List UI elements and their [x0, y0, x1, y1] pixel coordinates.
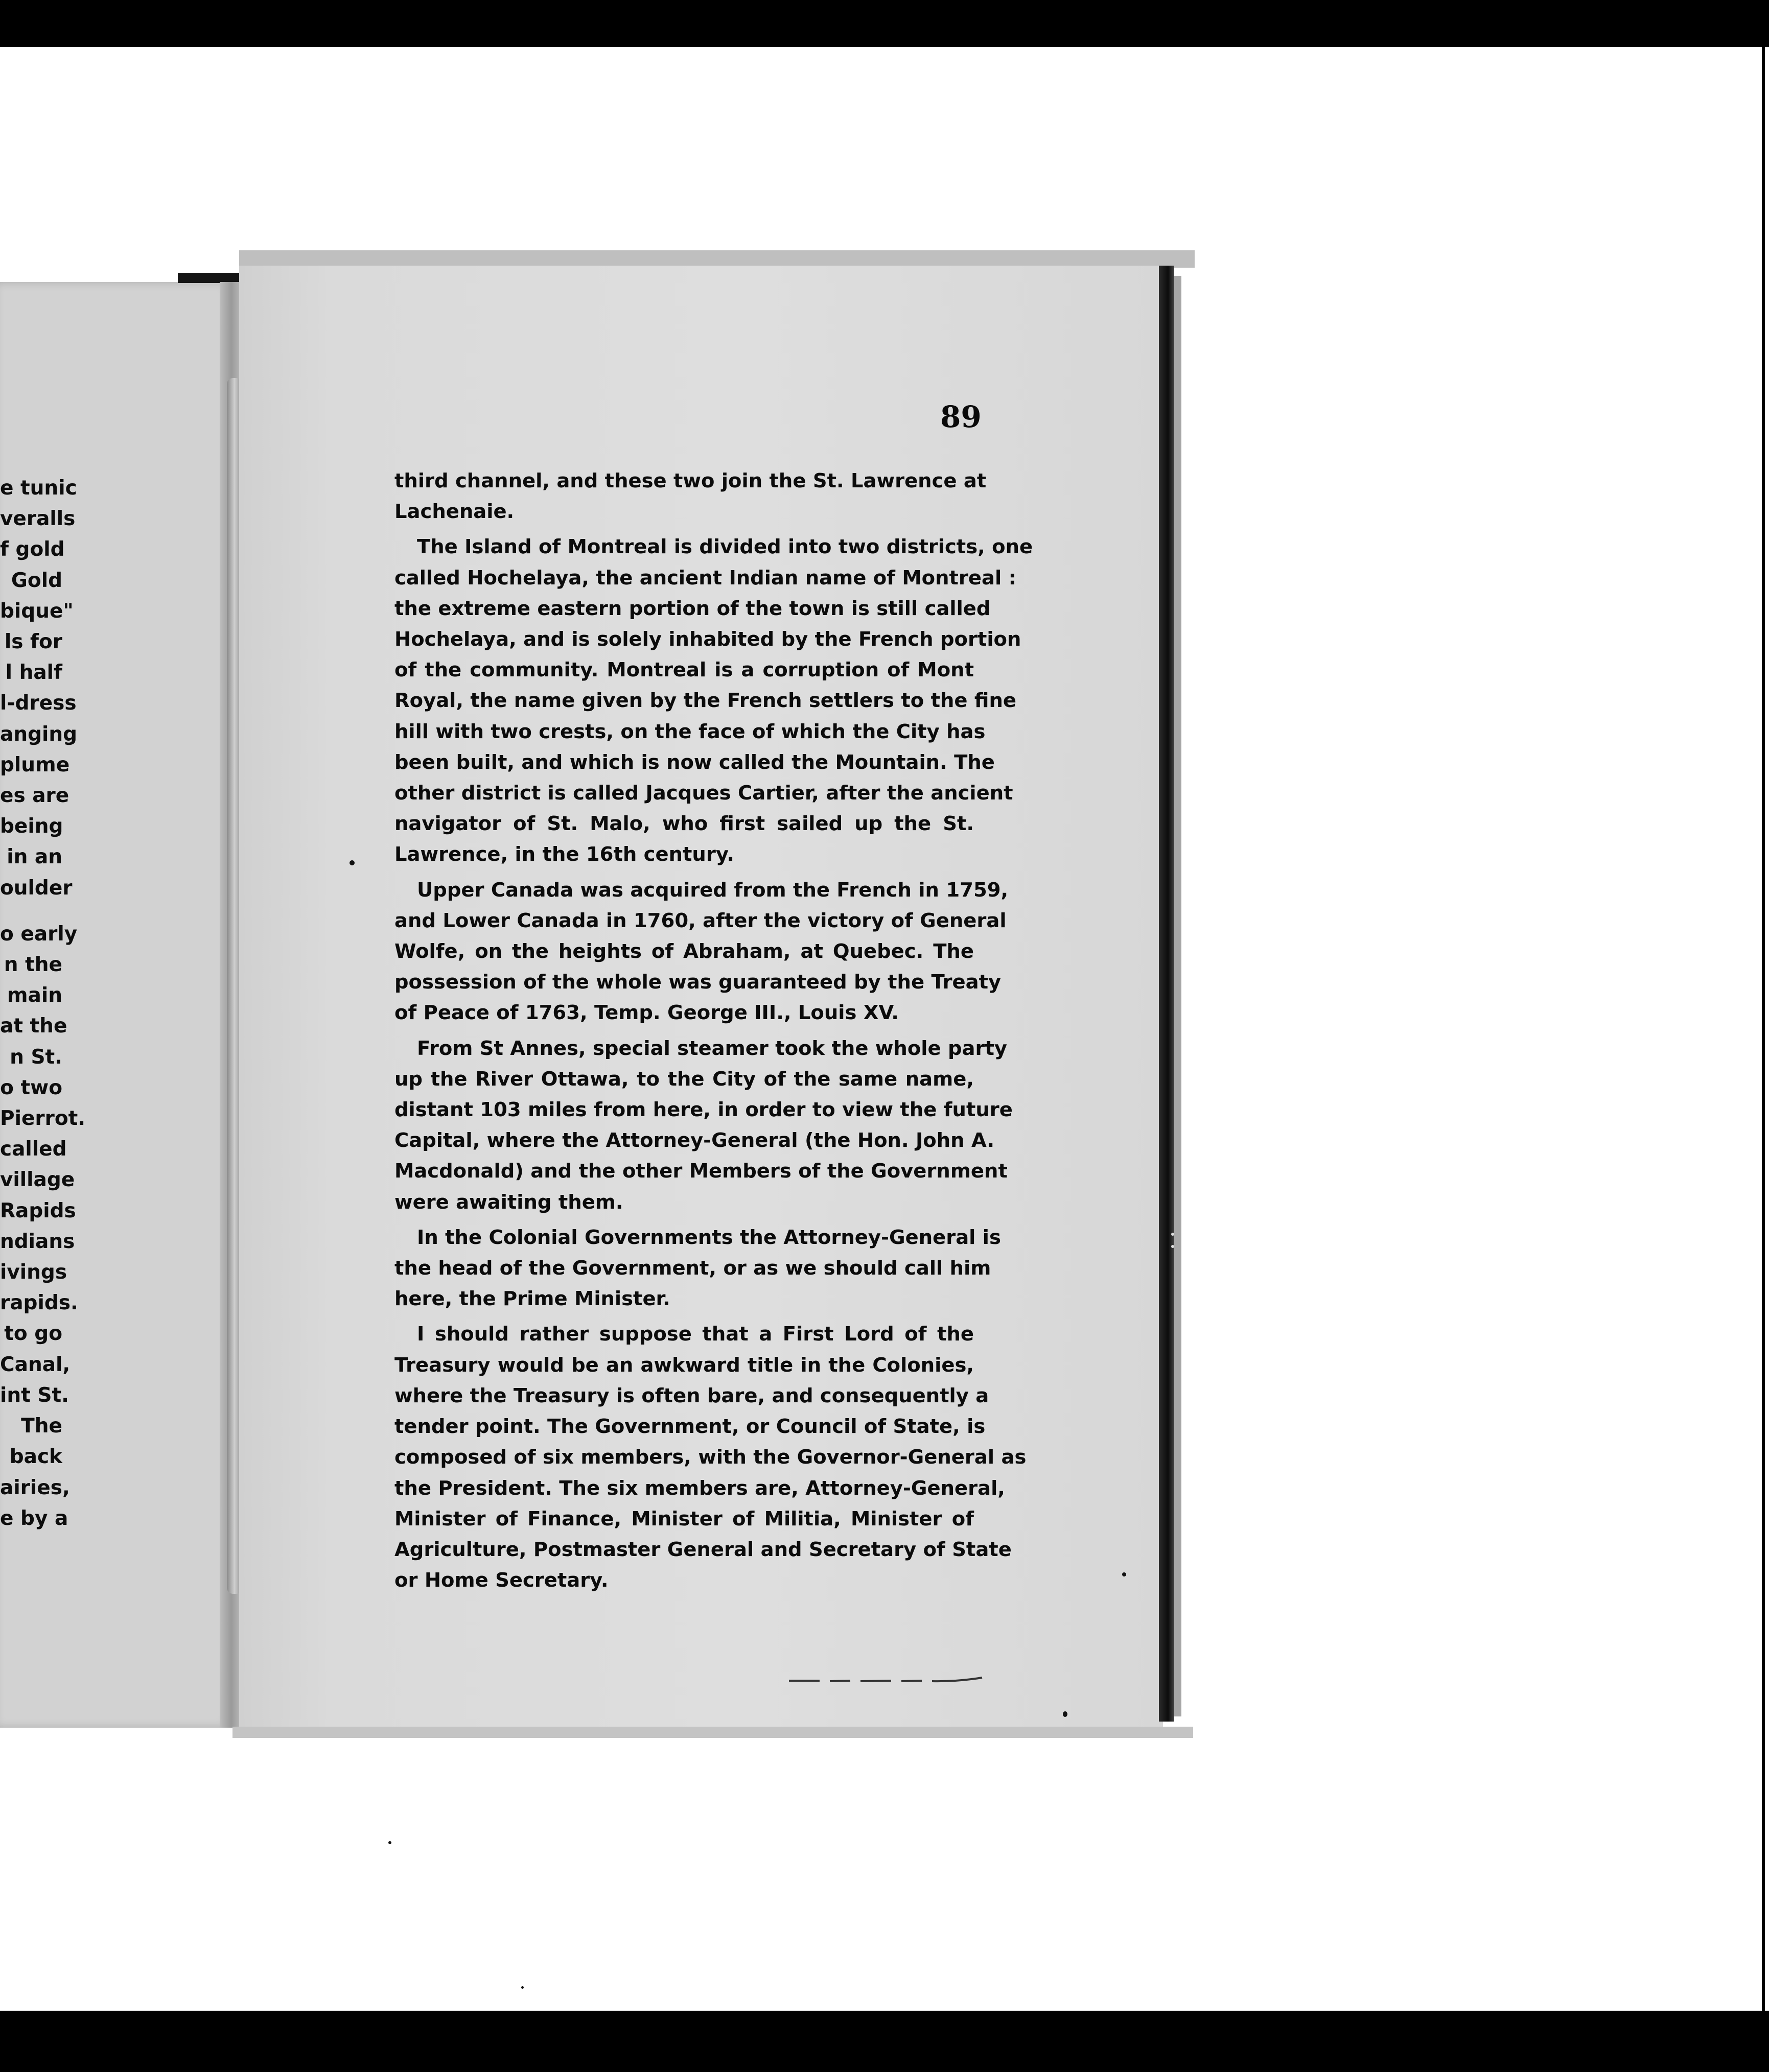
text-line: Minister of Finance, Minister of Militia, Minister of — [394, 1507, 974, 1531]
text-line: Agriculture, Postmaster General and Secretary of State — [394, 1538, 1012, 1561]
left-page-line: being — [0, 815, 63, 838]
edge-marks — [1170, 1231, 1175, 1252]
left-page-line: in an — [7, 845, 62, 869]
text-line: navigator of St. Malo, who first sailed up the St. — [394, 812, 974, 836]
book-cover-right — [1159, 266, 1174, 1722]
text-line: and Lower Canada in 1760, after the victory of General — [394, 909, 1007, 932]
text-line: Lawrence, in the 16th century. — [394, 843, 735, 866]
text-line: third channel, and these two join the St. Lawrence at — [394, 469, 987, 492]
top-black-border — [0, 0, 1769, 47]
text-line: where the Treasury is often bare, and consequently a — [394, 1384, 989, 1407]
left-page-line: oulder — [0, 876, 73, 900]
left-page-line: main — [7, 984, 62, 1007]
text-line: of the community. Montreal is a corruption of Mont — [394, 658, 974, 682]
left-page-line: Pierrot. — [0, 1107, 86, 1131]
left-page-line: o early — [0, 922, 78, 946]
ink-speck — [1122, 1572, 1126, 1576]
left-page-line: Rapids — [0, 1199, 76, 1222]
left-page-line: airies, — [0, 1476, 70, 1499]
left-page-text-fragments — [0, 473, 86, 1534]
paragraph — [394, 1222, 1001, 1315]
text-line: Hochelaya, and is solely inhabited by the French portion — [394, 628, 1021, 651]
text-line: called Hochelaya, the ancient Indian name of Montreal : — [394, 566, 1016, 590]
paragraph-gap — [0, 904, 62, 919]
text-line: the extreme eastern portion of the town is still called — [394, 597, 991, 620]
left-page-line: n St. — [10, 1045, 62, 1069]
text-line: were awaiting them. — [394, 1190, 623, 1214]
text-line: been built, and which is now called the Mountain. The — [394, 750, 995, 774]
left-page-line: bique" — [0, 599, 74, 623]
left-page-line: n the — [4, 953, 62, 977]
text-line: Treasury would be an awkward title in the Colonies, — [394, 1353, 974, 1377]
left-page-line: ls for — [4, 630, 62, 654]
left-page-line: int St. — [0, 1383, 69, 1407]
left-page-line: village — [0, 1168, 75, 1192]
left-page-line: es are — [0, 784, 69, 808]
left-page-line: e by a — [0, 1506, 68, 1530]
paragraph — [394, 875, 1009, 1029]
paragraph — [394, 466, 987, 527]
text-line: Macdonald) and the other Members of the Government — [394, 1160, 1008, 1183]
left-page-line: Canal, — [0, 1353, 71, 1376]
text-line: hill with two crests, on the face of which the City has — [394, 720, 986, 743]
text-line: tender point. The Government, or Council of State, is — [394, 1415, 986, 1439]
left-page-line: l half — [5, 661, 62, 685]
left-page-line: o two — [0, 1076, 62, 1099]
ink-speck — [521, 1986, 524, 1989]
left-page-line: to go — [4, 1322, 62, 1346]
paragraph — [394, 1033, 1013, 1218]
left-page-line: The — [21, 1415, 62, 1438]
page-top-shadow — [239, 250, 1195, 268]
paragraph — [394, 532, 1033, 870]
left-page-line: Gold — [11, 569, 62, 592]
left-page-line: anging — [0, 722, 78, 746]
page-number: 89 — [940, 399, 982, 434]
text-line: composed of six members, with the Governor-General as — [394, 1446, 1027, 1469]
text-line: of Peace of 1763, Temp. George III., Louis XV. — [394, 1001, 899, 1025]
text-line: Wolfe, on the heights of Abraham, at Quebec. The — [394, 940, 974, 963]
left-page-line: veralls — [0, 507, 76, 531]
page-bottom-shadow — [232, 1727, 1193, 1738]
text-line: here, the Prime Minister. — [394, 1287, 670, 1311]
text-line: the head of the Government, or as we should call him — [394, 1257, 991, 1280]
page-body-text — [394, 466, 1033, 1600]
left-page-line: at the — [0, 1015, 67, 1038]
left-page-line: ndians — [0, 1230, 75, 1253]
text-line: Upper Canada was acquired from the French in 1759, — [417, 878, 1009, 902]
text-line: Royal, the name given by the French settlers to the fine — [394, 689, 1016, 713]
left-page-line: l-dress — [0, 692, 77, 715]
text-line: other district is called Jacques Cartier, after the ancient — [394, 782, 1013, 805]
left-page-line: called — [0, 1138, 67, 1161]
text-line: up the River Ottawa, to the City of the same name, — [394, 1067, 974, 1091]
bottom-black-border — [0, 2011, 1769, 2072]
text-line: From St Annes, special steamer took the whole party — [417, 1037, 1008, 1060]
text-line: or Home Secretary. — [394, 1569, 609, 1592]
text-line: distant 103 miles from here, in order to view the future — [394, 1098, 1013, 1122]
bottom-ink-mark — [789, 1677, 983, 1684]
ink-speck — [350, 860, 355, 865]
text-line: In the Colonial Governments the Attorney-General is — [417, 1226, 1001, 1249]
text-line: Capital, where the Attorney-General (the Hon. John A. — [394, 1129, 995, 1152]
left-page-line: ivings — [0, 1261, 67, 1284]
left-page-line: e tunic — [0, 477, 77, 500]
ink-speck — [388, 1841, 391, 1844]
right-edge-line — [1762, 47, 1765, 2011]
left-page-line: f gold — [0, 538, 65, 561]
text-line: Lachenaie. — [394, 500, 515, 524]
text-line: possession of the whole was guaranteed by the Treaty — [394, 971, 1002, 994]
paragraph — [394, 1319, 1027, 1596]
left-page-line: rapids. — [0, 1291, 78, 1315]
left-page-line: plume — [0, 753, 70, 776]
cover-edge-highlight — [1174, 276, 1181, 1716]
ink-speck — [1063, 1711, 1067, 1717]
left-page-line: back — [9, 1445, 62, 1469]
text-line: The Island of Montreal is divided into two districts, one — [417, 535, 1033, 559]
text-line: the President. The six members are, Attorney-General, — [394, 1476, 1005, 1500]
text-line: I should rather suppose that a First Lord of the — [417, 1323, 974, 1346]
